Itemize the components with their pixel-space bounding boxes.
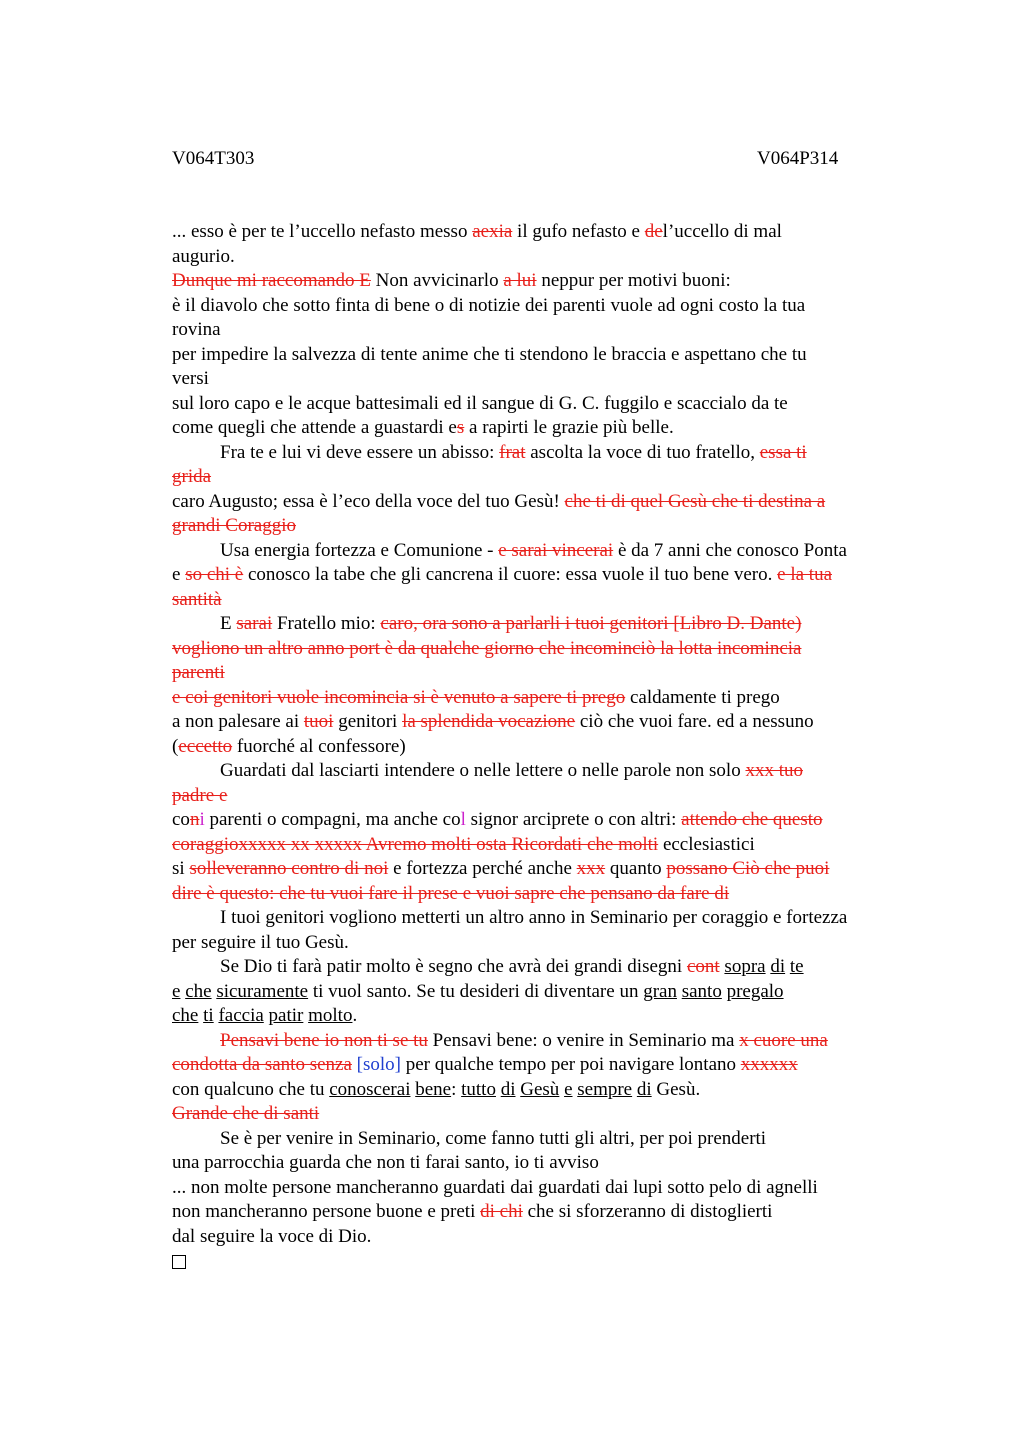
text-segment: e [172, 564, 186, 585]
inserted-letter: i [199, 809, 205, 830]
text-segment: co [172, 809, 190, 830]
text-line [172, 1176, 904, 1201]
text-segment: con qualcuno che tu [172, 1078, 330, 1100]
text-segment: caldamente ti prego [625, 686, 780, 708]
text-segment: Gesù. [651, 1078, 701, 1100]
text-segment: Pensavi bene: o venire in Seminario ma [427, 1029, 740, 1051]
text-segment: : [451, 1078, 462, 1100]
text-segment: . [352, 1005, 358, 1026]
deleted-text: xxx tuo [745, 760, 803, 781]
text-segment: è il diavolo che sotto finta di bene o di notizie dei parenti vuole ad ogni costo la tua [172, 294, 806, 316]
deleted-text: dire è questo: che tu vuoi fare il prese e vuoi sapre che pensano da fare di [172, 882, 730, 904]
document-code-left: V064T303 [172, 148, 255, 169]
deleted-text: essa ti [759, 441, 807, 463]
underlined-text: santo [681, 980, 722, 1002]
text-segment: si [172, 858, 190, 879]
text-line [172, 931, 904, 956]
text-segment: ascolta la voce di tuo fratello, [525, 441, 760, 463]
text-segment: conosco la tabe che gli cancrena il cuore: essa vuole il tuo bene vero. [243, 564, 778, 585]
underlined-text: sempre [577, 1078, 633, 1100]
text-line [172, 318, 904, 343]
text-segment: dal seguire la voce di Dio. [172, 1225, 372, 1247]
underlined-text: molto [308, 1005, 353, 1026]
text-segment: augurio. [172, 245, 235, 267]
deleted-text: di chi [480, 1201, 523, 1222]
text-line [172, 245, 904, 270]
deleted-text: vogliono un altro anno port è da qualche giorno che incominciò la lotta incomincia [172, 637, 802, 659]
underlined-text: di [770, 956, 786, 977]
text-line [172, 343, 904, 368]
deleted-text: che ti di quel Gesù che ti destina a [564, 490, 826, 512]
text-line [172, 1225, 904, 1250]
text-line [172, 416, 904, 441]
text-segment: per impedire la salvezza di tente anime che ti stendono le braccia e aspettano che tu [172, 343, 807, 365]
underlined-text: faccia [218, 1005, 264, 1026]
text-segment: caro Augusto; essa è l’eco della voce del tuo Gesù! [172, 490, 565, 512]
deleted-text: de [644, 221, 663, 242]
deleted-text: attendo che questo [681, 809, 823, 830]
text-line [172, 784, 904, 809]
text-segment: Fra te e lui vi deve essere un abisso: [220, 441, 500, 463]
text-line [172, 637, 904, 662]
text-segment: come quegli che attende a guastardi e [172, 417, 457, 438]
underlined-text: te [789, 956, 804, 977]
text-segment: l’uccello di mal [662, 221, 782, 242]
text-segment: ecclesiastici [658, 833, 755, 855]
text-segment: non mancheranno persone buone e preti [172, 1201, 481, 1222]
underlined-text: Gesù [520, 1078, 560, 1100]
deleted-text: frat [499, 441, 526, 463]
deleted-text: condotta da santo senza [172, 1054, 352, 1075]
text-segment: il gufo nefasto e [512, 221, 645, 242]
text-line [172, 514, 904, 539]
underlined-text: sopra [724, 956, 766, 977]
deleted-text: Dunque mi raccomando E [172, 270, 371, 291]
deleted-text: solleveranno contro di noi [189, 858, 389, 879]
text-segment: una parrocchia guarda che non ti farai santo, io ti avviso [172, 1152, 599, 1173]
deleted-text: Pensavi bene io non ti se tu [220, 1029, 428, 1051]
deleted-text: cont [686, 956, 720, 977]
text-line [172, 1200, 904, 1225]
text-line [172, 490, 904, 515]
document-code-right: V064P314 [757, 148, 839, 169]
end-mark-line [172, 1249, 904, 1277]
text-line [172, 441, 904, 466]
text-segment: I tuoi genitori vogliono metterti un altro anno in Seminario per coraggio e fortezza [220, 907, 848, 928]
text-segment: E [220, 613, 237, 634]
underlined-text: che [185, 980, 212, 1002]
transcription-body [172, 220, 904, 1277]
deleted-text: e sarai vincerai [498, 539, 614, 561]
underlined-text: di [500, 1078, 516, 1100]
deleted-text: e coi genitori vuole incomincia si è venuto a sapere ti prego [172, 686, 626, 708]
text-line [172, 269, 904, 294]
text-line [172, 1127, 904, 1152]
underlined-text: bene [415, 1078, 452, 1100]
text-line [172, 661, 904, 686]
text-segment: Usa energia fortezza e Comunione - [220, 539, 499, 561]
underlined-text: di [636, 1078, 652, 1100]
deleted-text: la splendida vocazione [402, 711, 576, 732]
text-segment: Se è per venire in Seminario, come fanno tutti gli altri, per poi prenderti [220, 1127, 767, 1149]
text-segment: a non palesare ai [172, 711, 304, 732]
text-segment: per seguire il tuo Gesù. [172, 931, 349, 953]
underlined-text: e [172, 980, 181, 1002]
text-segment: versi [172, 368, 209, 389]
text-segment: Non avvicinarlo [370, 270, 504, 291]
text-segment: neppur per motivi buoni: [536, 270, 731, 291]
text-line [172, 563, 904, 588]
text-segment: fuorché al confessore) [232, 735, 406, 757]
underlined-text: patir [268, 1005, 304, 1026]
text-line [172, 220, 904, 245]
text-line [172, 759, 904, 784]
text-line [172, 367, 904, 392]
text-line [172, 882, 904, 907]
text-line [172, 392, 904, 417]
text-line [172, 833, 904, 858]
text-segment: ciò che vuoi fare. ed a nessuno [575, 711, 814, 732]
text-segment: ... non molte persone mancheranno guardati dai guardati dai lupi sotto pelo di agnelli [172, 1176, 818, 1198]
deleted-text: so chi è [185, 564, 244, 585]
text-segment: Se Dio ti farà patir molto è segno che avrà dei grandi disegni [220, 956, 687, 977]
text-line [172, 1151, 904, 1176]
square-box-icon [172, 1255, 186, 1269]
deleted-text: xxx [576, 858, 606, 879]
underlined-text: conoscerai [329, 1078, 411, 1100]
text-line [172, 1029, 904, 1054]
text-line [172, 1102, 904, 1127]
text-line [172, 808, 904, 833]
deleted-text: grida [172, 466, 212, 487]
text-segment: è da 7 anni che conosco Ponta [613, 539, 847, 561]
text-line [172, 710, 904, 735]
inserted-text: [solo] [356, 1054, 401, 1075]
text-line [172, 857, 904, 882]
deleted-text: e la tua [777, 564, 832, 585]
underlined-text: gran [643, 980, 677, 1002]
text-segment: per qualche tempo per poi navigare lontano [400, 1054, 741, 1075]
text-segment: ... esso è per te l’uccello nefasto messo [172, 221, 473, 242]
deleted-text: parenti [172, 662, 225, 683]
text-line [172, 686, 904, 711]
text-line [172, 294, 904, 319]
text-segment: genitori [333, 711, 403, 732]
underlined-text: tutto [461, 1078, 496, 1100]
text-line [172, 612, 904, 637]
text-segment: e fortezza perché anche [388, 858, 577, 879]
deleted-text: tuoi [303, 711, 334, 732]
deleted-text: s [456, 417, 465, 438]
deleted-text: xxxxxx [740, 1054, 798, 1075]
deleted-text: possano Ciò che puoi [666, 858, 830, 879]
text-line [172, 906, 904, 931]
inserted-letter: l [460, 809, 466, 830]
underlined-text: sicuramente [216, 980, 309, 1002]
text-segment: ti vuol santo. Se tu desideri di diventare un [308, 980, 644, 1002]
deleted-text: aexia [472, 221, 513, 242]
underlined-text: ti [203, 1005, 214, 1026]
underlined-text: che [172, 1005, 199, 1026]
text-line [172, 588, 904, 613]
text-segment: sul loro capo e le acque battesimali ed il sangue di G. C. fuggilo e scaccialo da te [172, 392, 788, 414]
text-line [172, 465, 904, 490]
deleted-text: caro, ora sono a parlarli i tuoi genitori [Libro D. Dante) [380, 613, 802, 634]
text-line [172, 1078, 904, 1103]
deleted-text: a lui [503, 270, 537, 291]
deleted-text: sarai [236, 613, 273, 634]
text-segment: rovina [172, 319, 221, 340]
deleted-text: x cuore una [739, 1029, 828, 1051]
deleted-text: santità [172, 588, 222, 610]
deleted-text: padre e [172, 784, 228, 806]
text-segment: a rapirti le grazie più belle. [464, 417, 674, 438]
text-segment: signor arciprete o con altri: [465, 809, 682, 830]
text-line [172, 1053, 904, 1078]
deleted-text: n [189, 809, 200, 830]
text-segment: Fratello mio: [272, 613, 381, 634]
text-segment: quanto [605, 858, 667, 879]
text-line [172, 735, 904, 760]
text-line [172, 1004, 904, 1029]
text-segment: Guardati dal lasciarti intendere o nelle lettere o nelle parole non solo [220, 760, 746, 781]
text-line [172, 955, 904, 980]
deleted-text: grandi Coraggio [172, 515, 297, 536]
text-segment: ( [172, 735, 179, 757]
text-segment: che si sforzeranno di distoglierti [522, 1201, 773, 1222]
deleted-text: Grande che di santi [172, 1103, 320, 1124]
deleted-text: coraggioxxxxx xx xxxxx Avremo molti osta Ricordati che molti [172, 833, 659, 855]
text-line [172, 539, 904, 564]
deleted-text: eccetto [178, 735, 233, 757]
underlined-text: e [564, 1078, 573, 1100]
text-line [172, 980, 904, 1005]
underlined-text: pregalo [726, 980, 784, 1002]
text-segment: parenti o compagni, ma anche co [204, 809, 461, 830]
